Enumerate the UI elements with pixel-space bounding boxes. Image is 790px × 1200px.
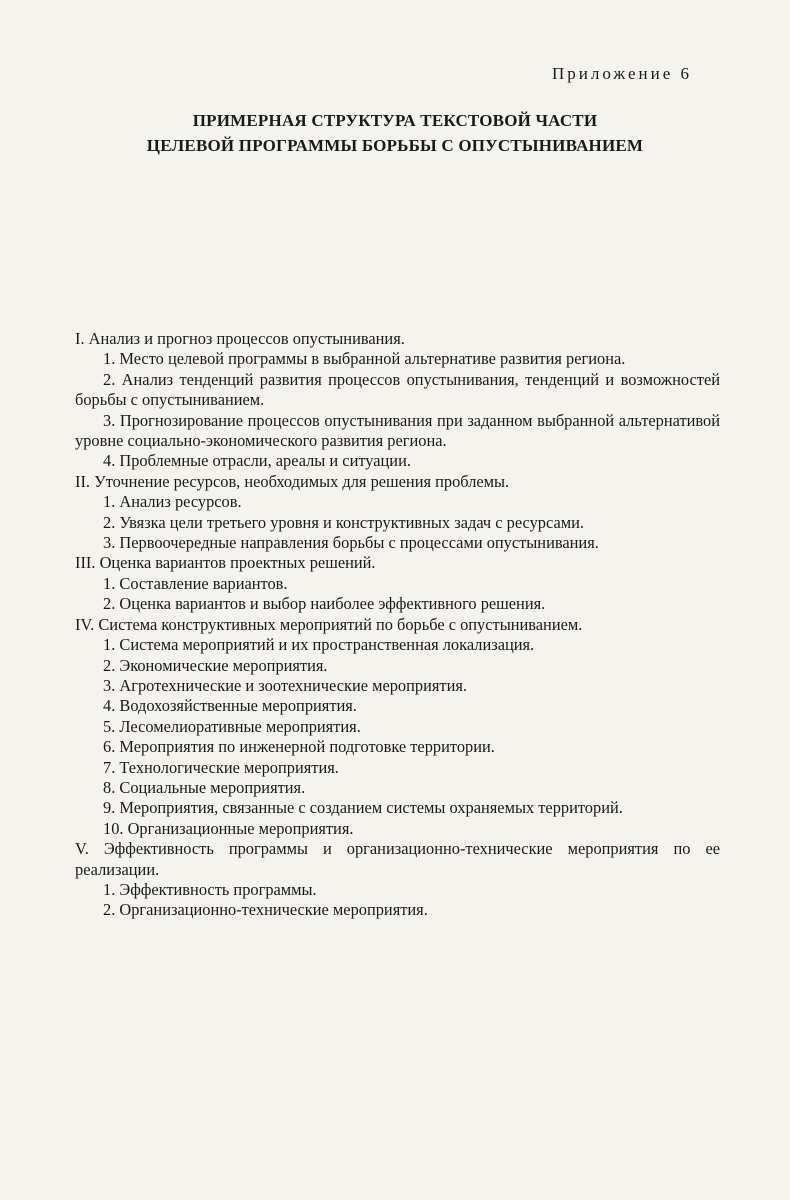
outline-item: 8. Социальные мероприятия. [103,777,306,797]
outline-item: 2. Увязка цели третьего уровня и конструктивных задач с ресурсами. [103,512,584,532]
outline-item: 7. Технологические мероприятия. [103,757,339,777]
section-heading: III. Оценка вариантов проектных решений. [75,553,376,573]
outline-item: 6. Мероприятия по инженерной подготовке территории. [103,737,495,757]
title-line-1: ПРИМЕРНАЯ СТРУКТУРА ТЕКСТОВОЙ ЧАСТИ [192,111,598,130]
outline-item: 9. Мероприятия, связанные с созданием системы охраняемых территорий. [103,798,623,818]
structure-outline [75,329,720,921]
section-heading: II. Уточнение ресурсов, необходимых для решения проблемы. [75,471,510,491]
outline-item: 3. Агротехнические и зоотехнические мероприятия. [103,675,467,695]
outline-item: 1. Место целевой программы в выбранной альтернативе развития региона. [103,349,626,369]
outline-item: 3. Первоочередные направления борьбы с процессами опустынивания. [103,533,599,553]
appendix-label: Приложение 6 [552,64,692,83]
outline-item: 4. Водохозяйственные мероприятия. [103,696,357,716]
outline-item: 1. Составление вариантов. [103,573,288,593]
outline-item: 1. Система мероприятий и их пространственная локализация. [103,635,535,655]
section-heading: I. Анализ и прогноз процессов опустынивания. [75,329,405,348]
outline-item: 1. Эффективность программы. [103,879,317,899]
title-line-2: ЦЕЛЕВОЙ ПРОГРАММЫ БОРЬБЫ С ОПУСТЫНИВАНИЕМ [146,136,644,155]
outline-item: 1. Анализ ресурсов. [103,492,242,512]
outline-item: 2. Организационно-технические мероприятия. [103,900,428,920]
outline-item: 3. Прогнозирование процессов опустынивания при заданном выбранной альтернативой уровне социально-экономического развития региона. [75,410,720,451]
outline-item: 10. Организационные мероприятия. [103,818,354,838]
outline-item: 5. Лесомелиоративные мероприятия. [103,716,361,736]
document-title [0,108,790,158]
outline-item: 2. Оценка вариантов и выбор наиболее эффективного решения. [103,594,546,614]
section-heading: IV. Система конструктивных мероприятий по борьбе с опустыниванием. [75,614,583,634]
section-heading: V. Эффективность программы и организационно-технические мероприятия по ее реализации. [75,839,720,879]
outline-item: 4. Проблемные отрасли, ареалы и ситуации. [103,451,411,471]
outline-item: 2. Анализ тенденций развития процессов опустынивания, тенденций и возможностей борьбы с опустыниванием. [75,369,720,410]
outline-item: 2. Экономические мероприятия. [103,655,328,675]
